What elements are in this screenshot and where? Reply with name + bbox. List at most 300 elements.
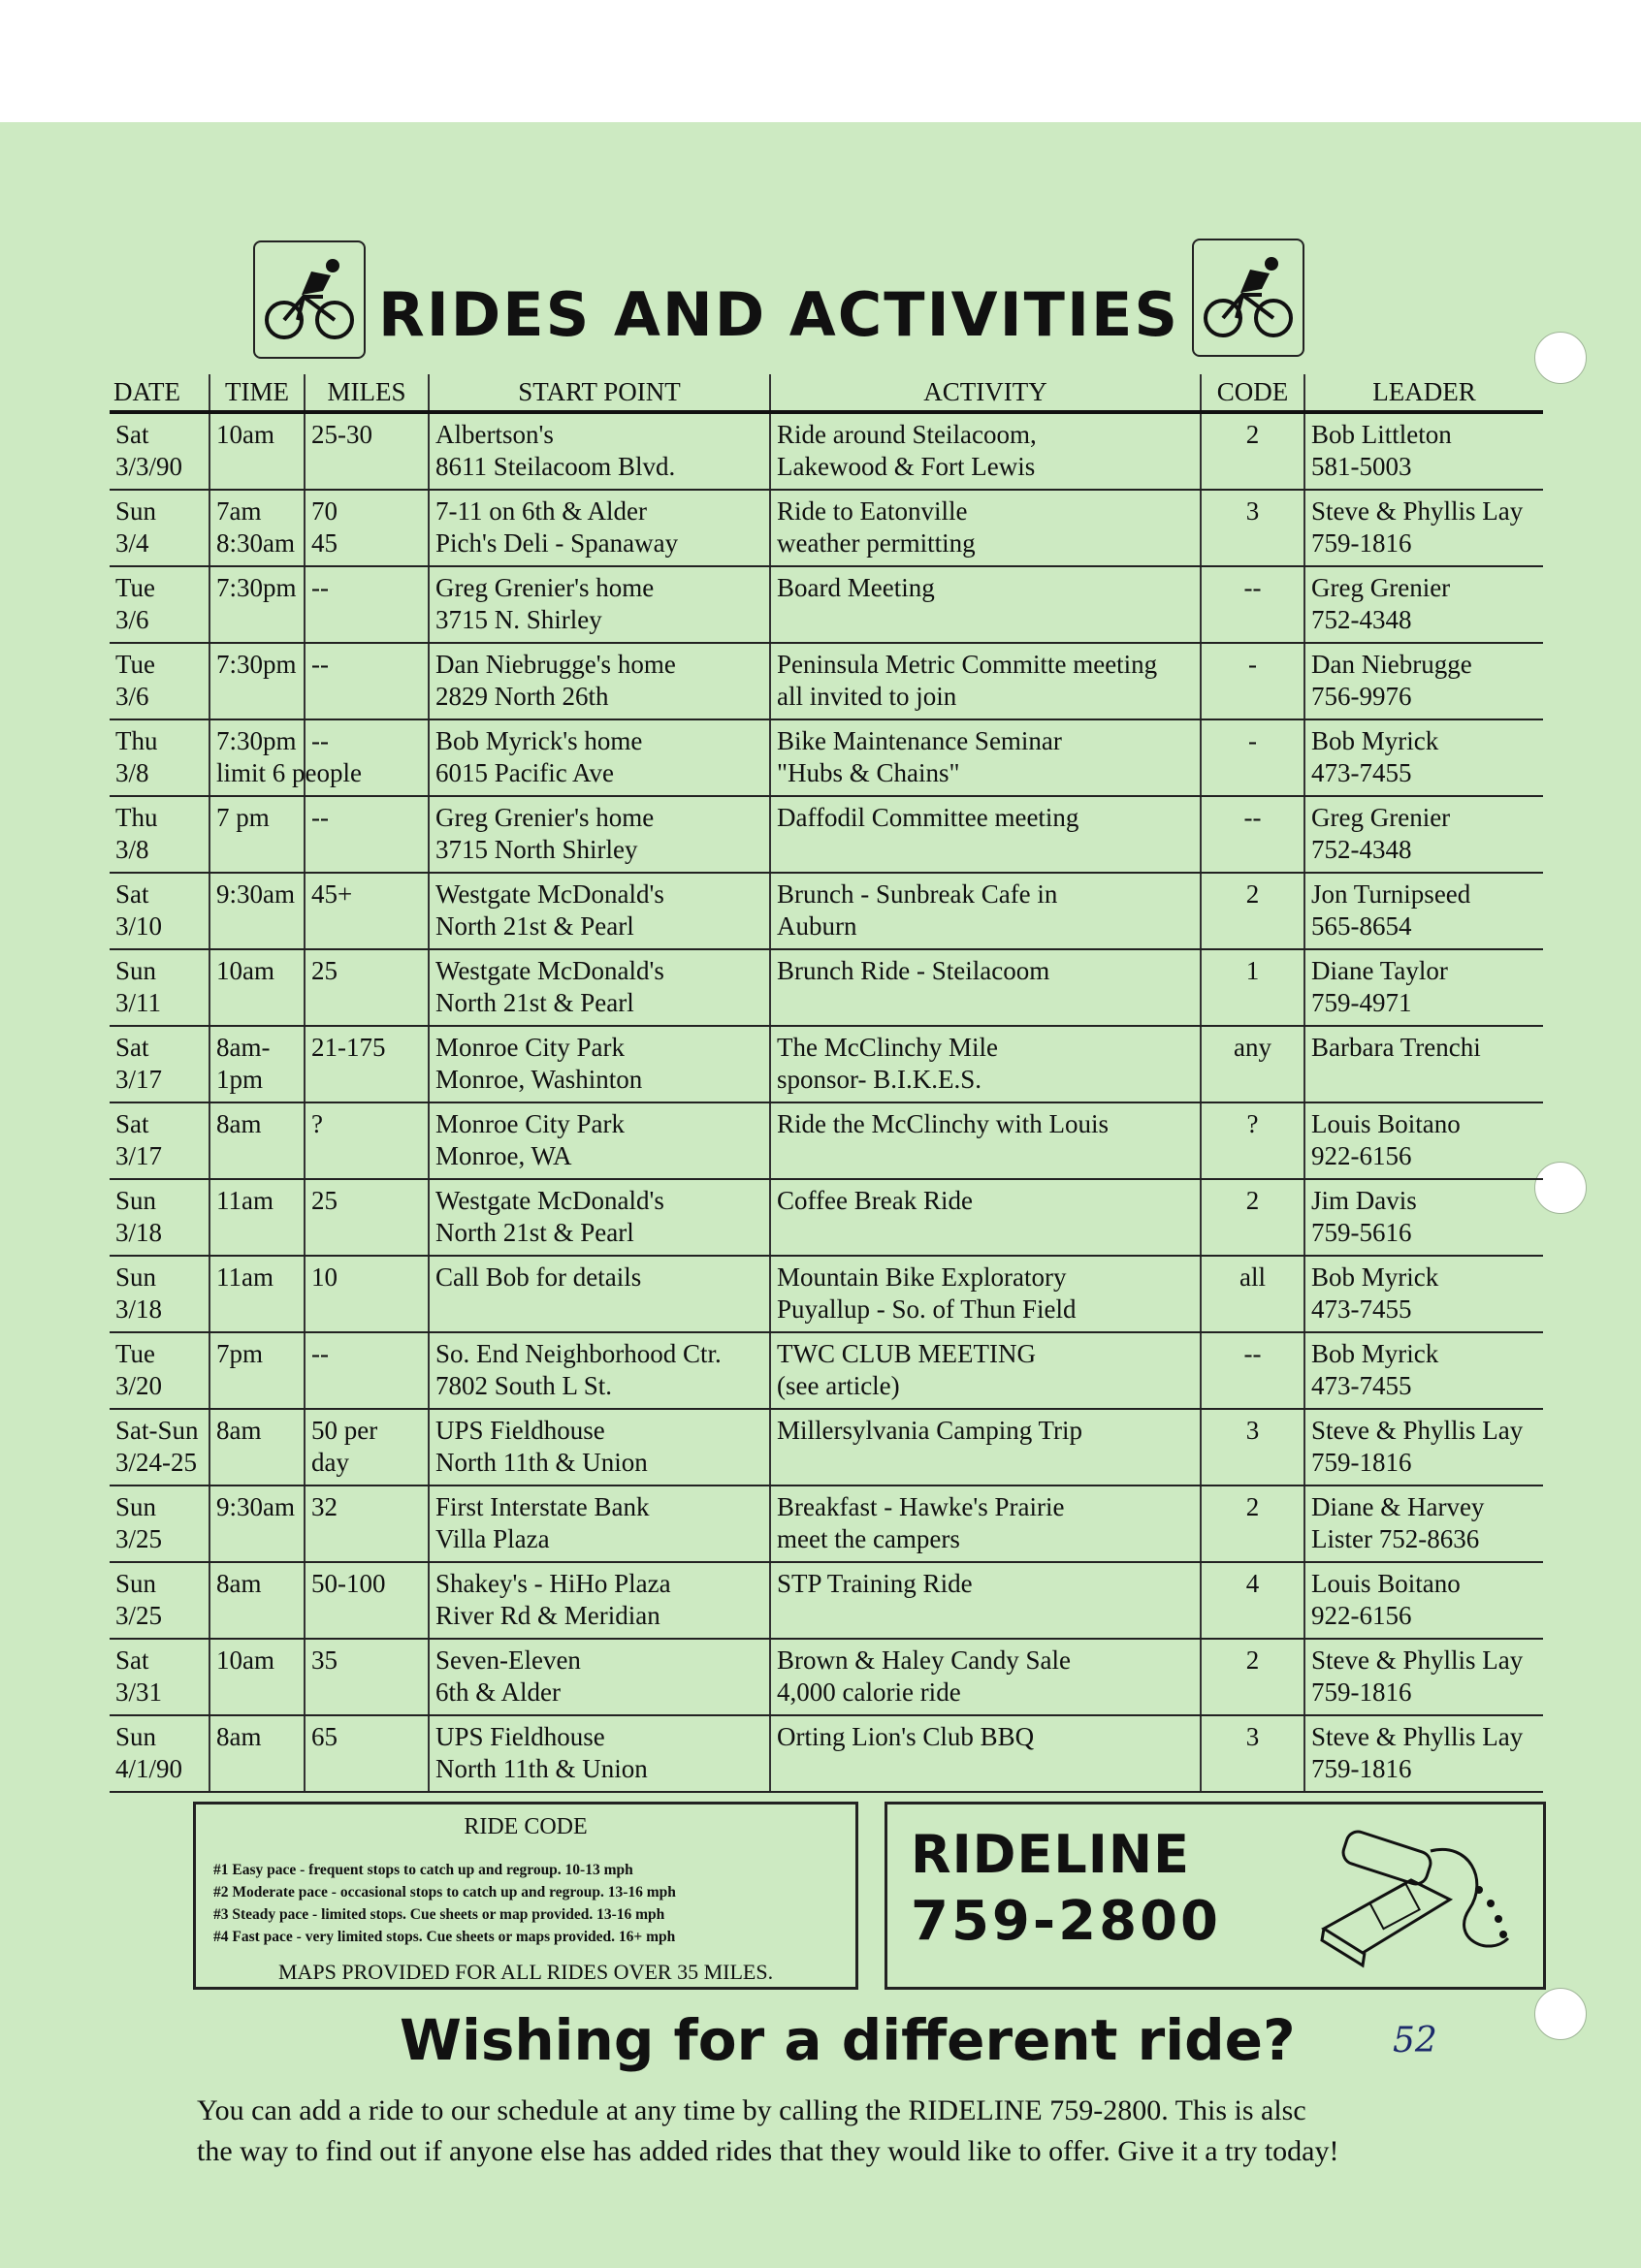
- cell-miles-line: --: [311, 573, 329, 602]
- table-row: [110, 1102, 1543, 1179]
- table-row: [110, 1562, 1543, 1639]
- cell-time-line: 8am: [216, 1722, 262, 1751]
- cell-leader-line: Bob Littleton: [1311, 420, 1452, 449]
- cell-activity: [770, 1102, 1201, 1179]
- cell-time-line: 7 pm: [216, 803, 270, 832]
- ride-code-item: #3 Steady pace - limited stops. Cue sheets or map provided. 13-16 mph: [213, 1906, 665, 1923]
- cell-start-point-line: Monroe City Park: [435, 1033, 625, 1062]
- cell-leader-line: 759-4971: [1311, 988, 1412, 1017]
- cell-miles: [305, 796, 429, 873]
- cell-activity-line: Peninsula Metric Committe meeting: [777, 650, 1158, 679]
- cell-leader: [1304, 1256, 1543, 1332]
- cell-miles: [305, 1715, 429, 1792]
- cell-activity-line: Millersylvania Camping Trip: [777, 1416, 1083, 1445]
- cell-miles: [305, 949, 429, 1026]
- rideline-box: [885, 1802, 1546, 1990]
- cell-date-line: Sun: [115, 1569, 157, 1598]
- cell-miles-line: --: [311, 726, 329, 755]
- cell-time: [209, 719, 362, 796]
- cell-start-point-line: Greg Grenier's home: [435, 573, 655, 602]
- table-row: [110, 949, 1543, 1026]
- cell-date-line: Sun: [115, 1262, 157, 1292]
- cell-time-line: 11am: [216, 1186, 274, 1215]
- cell-start-point-line: North 21st & Pearl: [435, 988, 634, 1017]
- cell-date-line: 3/10: [115, 911, 163, 941]
- cell-activity-line: all invited to join: [777, 682, 957, 711]
- cell-activity: [770, 1026, 1201, 1102]
- cell-activity-line: weather permitting: [777, 528, 976, 558]
- cell-activity: [770, 1562, 1201, 1639]
- cell-leader-line: 756-9976: [1311, 682, 1412, 711]
- cell-start-point-line: Dan Niebrugge's home: [435, 650, 676, 679]
- cell-activity: [770, 1409, 1201, 1485]
- cell-leader-line: Greg Grenier: [1311, 803, 1451, 832]
- cell-leader-line: Jim Davis: [1311, 1186, 1417, 1215]
- rideline-number: 759-2800: [911, 1890, 1221, 1953]
- cell-start-point: [429, 1715, 770, 1792]
- cell-activity-line: Orting Lion's Club BBQ: [777, 1722, 1035, 1751]
- cell-date-line: Sat: [115, 420, 149, 449]
- cell-activity-line: Breakfast - Hawke's Prairie: [777, 1492, 1065, 1521]
- cell-start-point: [429, 1026, 770, 1102]
- cell-date-line: Thu: [115, 803, 158, 832]
- cell-miles-line: 45+: [311, 879, 353, 909]
- cell-time: [209, 1026, 305, 1102]
- cell-start-point-line: Pich's Deli - Spanaway: [435, 528, 679, 558]
- cell-activity-line: 4,000 calorie ride: [777, 1677, 961, 1707]
- cell-start-point: [429, 1485, 770, 1562]
- table-row: [110, 1485, 1543, 1562]
- cell-date: [110, 412, 209, 490]
- cell-leader: [1304, 566, 1543, 643]
- ride-code-item: #4 Fast pace - very limited stops. Cue sheets or maps provided. 16+ mph: [213, 1929, 676, 1945]
- table-row: [110, 490, 1543, 566]
- cell-miles-line: 35: [311, 1645, 338, 1675]
- cell-miles: [305, 1485, 429, 1562]
- cell-leader-line: 473-7455: [1311, 758, 1412, 787]
- table-header-row: [110, 374, 1543, 412]
- cell-miles-line: 25: [311, 956, 338, 985]
- cell-miles: [305, 1179, 429, 1256]
- cell-start-point-line: UPS Fieldhouse: [435, 1416, 605, 1445]
- cell-miles: [305, 1102, 429, 1179]
- cell-code: --: [1201, 796, 1304, 873]
- cell-start-point-line: 7-11 on 6th & Alder: [435, 496, 647, 526]
- cell-miles-line: 25-30: [311, 420, 372, 449]
- body-line: the way to find out if anyone else has added rides that they would like to offer. Give it a try today!: [197, 2135, 1339, 2167]
- cell-activity: [770, 566, 1201, 643]
- cell-activity: [770, 1179, 1201, 1256]
- cell-code: 2: [1201, 873, 1304, 949]
- cell-miles-line: ?: [311, 1109, 323, 1138]
- ride-code-item: #1 Easy pace - frequent stops to catch up and regroup. 10-13 mph: [213, 1862, 633, 1878]
- cell-date: [110, 1409, 209, 1485]
- cell-date: [110, 1332, 209, 1409]
- cell-time: [209, 412, 305, 490]
- cell-time-line: 8am: [216, 1109, 262, 1138]
- cell-time-line: 7pm: [216, 1339, 264, 1368]
- cell-miles-line: 45: [311, 528, 338, 558]
- column-header-date: DATE: [110, 374, 209, 412]
- cell-activity: [770, 949, 1201, 1026]
- cell-time: [209, 490, 305, 566]
- cell-code: all: [1201, 1256, 1304, 1332]
- cell-time: [209, 949, 305, 1026]
- cell-leader-line: Diane Taylor: [1311, 956, 1448, 985]
- cell-code: 1: [1201, 949, 1304, 1026]
- cell-time: [209, 873, 305, 949]
- cell-activity: [770, 1715, 1201, 1792]
- cell-time-line: 7am: [216, 496, 262, 526]
- cell-date-line: Tue: [115, 1339, 156, 1368]
- cell-leader: [1304, 643, 1543, 719]
- cell-leader-line: Steve & Phyllis Lay: [1311, 1722, 1524, 1751]
- cell-time-line: 11am: [216, 1262, 274, 1292]
- cell-leader: [1304, 1562, 1543, 1639]
- cell-date: [110, 1485, 209, 1562]
- table-row: [110, 1332, 1543, 1409]
- cell-code: 3: [1201, 1409, 1304, 1485]
- cell-start-point-line: Greg Grenier's home: [435, 803, 655, 832]
- cell-leader-line: Barbara Trenchi: [1311, 1033, 1481, 1062]
- rides-table: [110, 374, 1543, 1793]
- cell-leader: [1304, 1332, 1543, 1409]
- cell-leader-line: Lister 752-8636: [1311, 1524, 1480, 1553]
- cell-date-line: Sun: [115, 1186, 157, 1215]
- cell-miles: [305, 1639, 429, 1715]
- cell-code: 2: [1201, 1639, 1304, 1715]
- cell-start-point-line: Monroe City Park: [435, 1109, 625, 1138]
- cell-miles: [305, 1256, 429, 1332]
- cell-start-point-line: 2829 North 26th: [435, 682, 609, 711]
- cell-date-line: Tue: [115, 650, 156, 679]
- cell-miles-line: --: [311, 650, 329, 679]
- cell-time-line: 7:30pm: [216, 726, 297, 755]
- cell-date-line: Thu: [115, 726, 158, 755]
- cell-time-line: 8am: [216, 1569, 262, 1598]
- cell-date-line: 3/20: [115, 1371, 163, 1400]
- cell-date: [110, 1179, 209, 1256]
- cell-activity: [770, 643, 1201, 719]
- cell-date-line: 3/18: [115, 1218, 163, 1247]
- cell-start-point-line: Call Bob for details: [435, 1262, 642, 1292]
- cell-activity-line: Ride around Steilacoom,: [777, 420, 1037, 449]
- cyclist-icon: [1192, 239, 1304, 357]
- ride-code-item: #2 Moderate pace - occasional stops to catch up and regroup. 13-16 mph: [213, 1884, 676, 1901]
- cell-date-line: 3/11: [115, 988, 161, 1017]
- cell-time: [209, 1715, 305, 1792]
- cell-activity: [770, 873, 1201, 949]
- table-row: [110, 1409, 1543, 1485]
- cell-miles-line: 25: [311, 1186, 338, 1215]
- cell-activity-line: "Hubs & Chains": [777, 758, 960, 787]
- cell-leader-line: Bob Myrick: [1311, 1339, 1439, 1368]
- cell-activity-line: Brunch Ride - Steilacoom: [777, 956, 1050, 985]
- cell-activity-line: sponsor- B.I.K.E.S.: [777, 1065, 981, 1094]
- cell-leader: [1304, 1485, 1543, 1562]
- table-row: [110, 1715, 1543, 1792]
- cell-date: [110, 719, 209, 796]
- cell-start-point: [429, 566, 770, 643]
- cell-miles-line: 65: [311, 1722, 338, 1751]
- cell-code: --: [1201, 1332, 1304, 1409]
- cell-date: [110, 949, 209, 1026]
- cell-start-point: [429, 1639, 770, 1715]
- cell-leader-line: Louis Boitano: [1311, 1109, 1461, 1138]
- cell-start-point-line: 6th & Alder: [435, 1677, 561, 1707]
- cell-code: 2: [1201, 1179, 1304, 1256]
- cell-date-line: 3/8: [115, 758, 149, 787]
- cell-leader: [1304, 1179, 1543, 1256]
- telephone-icon: [1304, 1822, 1528, 1977]
- cell-start-point: [429, 1179, 770, 1256]
- cell-start-point-line: Monroe, WA: [435, 1141, 572, 1170]
- cell-code: 2: [1201, 412, 1304, 490]
- cell-time: [209, 1409, 305, 1485]
- cell-time: [209, 1332, 305, 1409]
- cell-date-line: Sat: [115, 1645, 149, 1675]
- cell-date-line: 3/6: [115, 605, 149, 634]
- cell-miles: [305, 566, 429, 643]
- cell-leader-line: Bob Myrick: [1311, 1262, 1439, 1292]
- cell-activity-line: Daffodil Committee meeting: [777, 803, 1079, 832]
- cell-code: 3: [1201, 1715, 1304, 1792]
- cell-leader-line: Louis Boitano: [1311, 1569, 1461, 1598]
- cell-date-line: 3/8: [115, 835, 149, 864]
- cell-activity: [770, 1256, 1201, 1332]
- cell-start-point: [429, 1256, 770, 1332]
- cell-date-line: Sun: [115, 956, 157, 985]
- cell-start-point: [429, 1409, 770, 1485]
- cell-leader-line: Steve & Phyllis Lay: [1311, 496, 1524, 526]
- cell-activity-line: Coffee Break Ride: [777, 1186, 973, 1215]
- cell-leader-line: 759-1816: [1311, 1754, 1412, 1783]
- column-header-leader: LEADER: [1304, 374, 1543, 412]
- cell-miles: [305, 1332, 429, 1409]
- cell-date-line: Tue: [115, 573, 156, 602]
- cell-date-line: 3/17: [115, 1065, 163, 1094]
- cell-time: [209, 566, 305, 643]
- cell-date: [110, 643, 209, 719]
- cell-leader-line: 581-5003: [1311, 452, 1412, 481]
- cell-date-line: Sat: [115, 879, 149, 909]
- cell-time-line: 8am: [216, 1416, 262, 1445]
- cell-miles-line: --: [311, 803, 329, 832]
- table-row: [110, 566, 1543, 643]
- cell-date-line: 3/6: [115, 682, 149, 711]
- body-paragraph: [197, 2091, 1555, 2172]
- cell-leader: [1304, 490, 1543, 566]
- cell-date-line: 3/31: [115, 1677, 163, 1707]
- cell-time-line: 10am: [216, 1645, 274, 1675]
- cell-leader: [1304, 1715, 1543, 1792]
- cell-code: 3: [1201, 490, 1304, 566]
- cell-leader: [1304, 873, 1543, 949]
- table-row: [110, 1179, 1543, 1256]
- cell-start-point-line: Villa Plaza: [435, 1524, 550, 1553]
- cell-leader: [1304, 1409, 1543, 1485]
- cell-time: [209, 796, 305, 873]
- cell-start-point-line: 3715 North Shirley: [435, 835, 638, 864]
- cell-start-point: [429, 949, 770, 1026]
- column-header-time: TIME: [209, 374, 305, 412]
- table-row: [110, 1639, 1543, 1715]
- cell-date-line: Sat: [115, 1033, 149, 1062]
- cell-leader-line: 922-6156: [1311, 1601, 1412, 1630]
- cell-date-line: 3/4: [115, 528, 149, 558]
- cell-activity-line: Mountain Bike Exploratory: [777, 1262, 1067, 1292]
- cell-date-line: 3/3/90: [115, 452, 183, 481]
- cell-miles-line: --: [311, 1339, 329, 1368]
- cell-date: [110, 873, 209, 949]
- handwritten-note: 52: [1393, 2021, 1437, 2060]
- cell-leader-line: 922-6156: [1311, 1141, 1412, 1170]
- column-header-activity: ACTIVITY: [770, 374, 1201, 412]
- cell-date: [110, 1256, 209, 1332]
- cell-activity-line: Ride the McClinchy with Louis: [777, 1109, 1109, 1138]
- cell-date: [110, 1026, 209, 1102]
- table-row: [110, 412, 1543, 490]
- cell-activity: [770, 1332, 1201, 1409]
- ride-code-footer: MAPS PROVIDED FOR ALL RIDES OVER 35 MILES.: [277, 1960, 774, 1984]
- cell-activity-line: STP Training Ride: [777, 1569, 973, 1598]
- column-header-start-point: START POINT: [429, 374, 770, 412]
- cell-miles-line: 70: [311, 496, 338, 526]
- cell-date-line: 3/25: [115, 1524, 163, 1553]
- cell-start-point-line: River Rd & Meridian: [435, 1601, 660, 1630]
- table-row: [110, 796, 1543, 873]
- cell-activity-line: Ride to Eatonville: [777, 496, 968, 526]
- cell-leader-line: 752-4348: [1311, 835, 1412, 864]
- cell-leader-line: Steve & Phyllis Lay: [1311, 1416, 1524, 1445]
- cell-activity-line: Auburn: [777, 911, 857, 941]
- cell-miles-line: 10: [311, 1262, 338, 1292]
- cell-date-line: 3/24-25: [115, 1448, 197, 1477]
- cell-start-point: [429, 643, 770, 719]
- cell-start-point: [429, 719, 770, 796]
- cell-time-line: limit 6 people: [216, 758, 362, 787]
- cell-activity: [770, 1639, 1201, 1715]
- body-line: You can add a ride to our schedule at any time by calling the RIDELINE 759-2800. This is alsc: [197, 2094, 1306, 2126]
- cyclist-icon: [253, 240, 366, 359]
- cell-leader-line: Diane & Harvey: [1311, 1492, 1485, 1521]
- cell-date: [110, 796, 209, 873]
- cell-leader-line: 759-5616: [1311, 1218, 1412, 1247]
- cell-miles-line: day: [311, 1448, 349, 1477]
- cell-start-point: [429, 1562, 770, 1639]
- cell-activity-line: (see article): [777, 1371, 900, 1400]
- cell-leader-line: 759-1816: [1311, 1448, 1412, 1477]
- cell-date-line: 3/25: [115, 1601, 163, 1630]
- ride-code-title: RIDE CODE: [464, 1814, 588, 1839]
- cell-leader-line: 565-8654: [1311, 911, 1412, 941]
- cell-start-point-line: North 21st & Pearl: [435, 911, 634, 941]
- cell-code: -: [1201, 719, 1304, 796]
- cell-start-point: [429, 490, 770, 566]
- cell-leader: [1304, 719, 1543, 796]
- cell-time: [209, 1639, 305, 1715]
- table-row: [110, 1256, 1543, 1332]
- cell-date-line: 3/18: [115, 1294, 163, 1324]
- cell-activity-line: Bike Maintenance Seminar: [777, 726, 1062, 755]
- cell-activity: [770, 490, 1201, 566]
- cell-time-line: 10am: [216, 420, 274, 449]
- cell-leader-line: 752-4348: [1311, 605, 1412, 634]
- cell-date: [110, 1715, 209, 1792]
- cell-leader-line: Jon Turnipseed: [1311, 879, 1471, 909]
- cell-leader-line: 759-1816: [1311, 1677, 1412, 1707]
- cell-start-point-line: Shakey's - HiHo Plaza: [435, 1569, 671, 1598]
- cell-leader: [1304, 1102, 1543, 1179]
- cell-activity-line: The McClinchy Mile: [777, 1033, 998, 1062]
- cell-start-point: [429, 412, 770, 490]
- cell-activity-line: Brunch - Sunbreak Cafe in: [777, 879, 1058, 909]
- cell-activity-line: meet the campers: [777, 1524, 960, 1553]
- cell-time-line: 10am: [216, 956, 274, 985]
- ride-code-legend: [193, 1802, 858, 1990]
- ride-code-list: [213, 1859, 676, 1948]
- table-row: [110, 719, 1543, 796]
- cell-code: ?: [1201, 1102, 1304, 1179]
- table-row: [110, 643, 1543, 719]
- cell-start-point: [429, 1332, 770, 1409]
- cell-code: any: [1201, 1026, 1304, 1102]
- cell-start-point-line: 3715 N. Shirley: [435, 605, 602, 634]
- cell-miles-line: 32: [311, 1492, 338, 1521]
- cell-start-point-line: 8611 Steilacoom Blvd.: [435, 452, 676, 481]
- cell-leader: [1304, 412, 1543, 490]
- cell-activity-line: Board Meeting: [777, 573, 935, 602]
- cell-leader-line: Greg Grenier: [1311, 573, 1451, 602]
- cell-leader-line: Dan Niebrugge: [1311, 650, 1472, 679]
- cell-time: [209, 1562, 305, 1639]
- cell-code: 4: [1201, 1562, 1304, 1639]
- column-header-miles: MILES: [305, 374, 429, 412]
- cell-activity: [770, 796, 1201, 873]
- cell-time-line: 7:30pm: [216, 650, 297, 679]
- cell-time-line: 8:30am: [216, 528, 295, 558]
- cell-miles: [305, 1562, 429, 1639]
- cell-date: [110, 1562, 209, 1639]
- cell-miles: [305, 873, 429, 949]
- cell-activity: [770, 412, 1201, 490]
- cell-start-point-line: North 21st & Pearl: [435, 1218, 634, 1247]
- cell-start-point-line: North 11th & Union: [435, 1448, 648, 1477]
- cell-time-line: 1pm: [216, 1065, 264, 1094]
- cell-date: [110, 1102, 209, 1179]
- cell-date-line: Sun: [115, 1492, 157, 1521]
- page-title: RIDES AND ACTIVITIES: [378, 279, 1180, 350]
- cell-activity-line: Brown & Haley Candy Sale: [777, 1645, 1071, 1675]
- cell-miles-line: 21-175: [311, 1033, 386, 1062]
- cell-time-line: 8am-: [216, 1033, 271, 1062]
- cell-time: [209, 643, 305, 719]
- cell-code: --: [1201, 566, 1304, 643]
- cell-activity-line: Puyallup - So. of Thun Field: [777, 1294, 1077, 1324]
- cell-leader-line: Steve & Phyllis Lay: [1311, 1645, 1524, 1675]
- headline: Wishing for a different ride?: [400, 2007, 1296, 2073]
- cell-start-point-line: Seven-Eleven: [435, 1645, 581, 1675]
- cell-leader-line: Bob Myrick: [1311, 726, 1439, 755]
- cell-time-line: 9:30am: [216, 879, 295, 909]
- cell-start-point-line: Bob Myrick's home: [435, 726, 643, 755]
- cell-time: [209, 1256, 305, 1332]
- cell-code: -: [1201, 643, 1304, 719]
- cell-time: [209, 1102, 305, 1179]
- rideline-label: RIDELINE: [911, 1824, 1190, 1885]
- cell-activity: [770, 719, 1201, 796]
- cell-leader: [1304, 1026, 1543, 1102]
